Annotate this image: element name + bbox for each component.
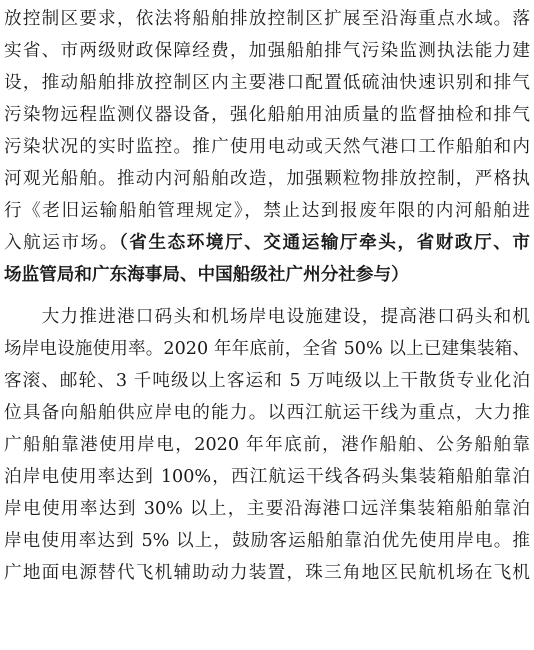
- text-line: 放控制区要求，依法将船舶排放控制区扩展至沿海重点水域。落: [4, 9, 530, 29]
- text-line: 实省、市两级财政保障经费，加强船舶排气污染监测执法能力建: [4, 41, 530, 61]
- text-line: 大力推进港口码头和机场岸电设施建设，提高港口码头和机: [4, 307, 530, 327]
- text-line: 岸电使用率达到 30% 以上，主要沿海港口远洋集装箱船舶靠泊: [4, 499, 530, 519]
- responsibility-note: （省生态环境厅、交通运输厅牵头，省财政厅、市: [118, 232, 530, 253]
- text-segment: 入航运市场。: [4, 233, 119, 253]
- text-line: 河观光船舶。推动内河船舶改造，加强颗粒物排放控制，严格执: [4, 169, 530, 189]
- text-line: 污染物远程监测仪器设备，强化船舶用油质量的监督抽检和排气: [4, 105, 530, 125]
- text-line: 岸电使用率达到 5% 以上，鼓励客运船舶靠泊优先使用岸电。推: [4, 531, 530, 551]
- text-line: 泊岸电使用率达到 100%，西江航运干线各码头集装箱船舶靠泊: [4, 467, 530, 487]
- text-line: 设，推动船舶排放控制区内主要港口配置低硫油快速识别和排气: [4, 73, 530, 93]
- text-line: 广船舶靠港使用岸电，2020 年年底前，港作船舶、公务船舶靠: [4, 435, 530, 455]
- text-line: 客滚、邮轮、3 千吨级以上客运和 5 万吨级以上干散货专业化泊: [4, 371, 530, 391]
- text-line: 位具备向船舶供应岸电的能力。以西江航运干线为重点，大力推: [4, 403, 530, 423]
- text-line: 行《老旧运输船舶管理规定》，禁止达到报废年限的内河船舶进: [4, 201, 530, 221]
- text-line: 场岸电设施使用率。2020 年年底前，全省 50% 以上已建集装箱、: [4, 339, 530, 359]
- text-line-mixed: [4, 228, 530, 258]
- responsibility-note-end: 场监管局和广东海事局、中国船级社广州分社参与）: [4, 264, 409, 285]
- text-line: 污染状况的实时监控。推广使用电动或天然气港口工作船舶和内: [4, 137, 530, 157]
- text-line: 广地面电源替代飞机辅助动力装置，珠三角地区民航机场在飞机: [4, 563, 530, 583]
